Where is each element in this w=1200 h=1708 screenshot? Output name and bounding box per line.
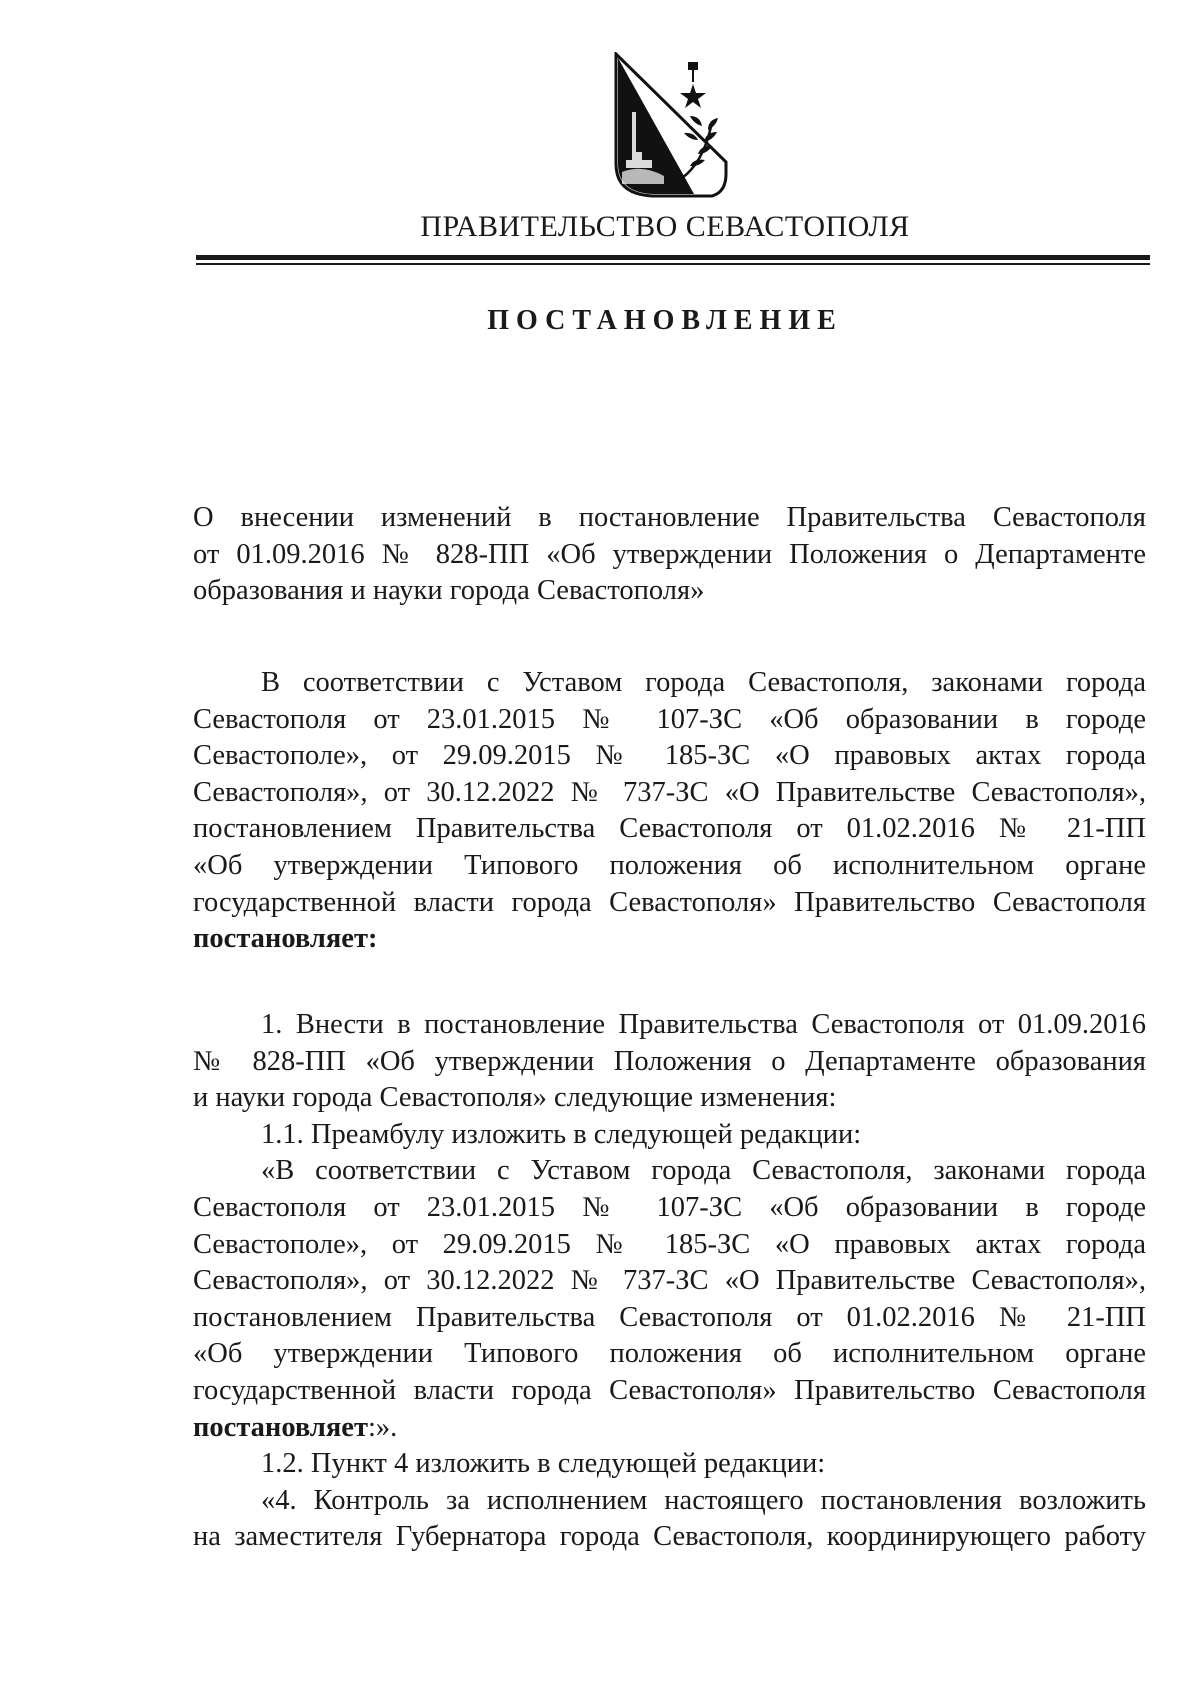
item-1-1: 1.1. Преамбулу изложить в следующей редакции: <box>261 1118 862 1150</box>
subject-line: О внесении изменений в постановление Правительства Севастополя <box>193 502 1146 533</box>
item-4-line: «4. Контроль за исполнением настоящего постановления возложить <box>261 1484 1146 1516</box>
subject-line: образования и науки города Севастополя» <box>193 575 705 607</box>
item-4-line: на заместителя Губернатора города Севастополя, координирующего работу <box>193 1521 1146 1553</box>
preamble-line: Севастополя», от 30.12.2022 № 737-ЗС «О Правительстве Севастополя», <box>193 776 1146 808</box>
preamble-line: государственной власти города Севастополя» Правительство Севастополя <box>193 886 1146 918</box>
quoted-resolves-tail: :». <box>367 1411 398 1443</box>
quoted-preamble-line: постановлением Правительства Севастополя от 01.02.2016 № 21-ПП <box>193 1301 1146 1333</box>
quoted-resolves <box>193 1410 1146 1447</box>
preamble-line: Севастополе», от 29.09.2015 № 185-ЗС «О правовых актах города <box>193 740 1146 772</box>
resolution-items <box>193 1007 1146 1556</box>
quoted-preamble-line: Севастополя», от 30.12.2022 № 737-ЗС «О Правительстве Севастополя», <box>193 1265 1146 1297</box>
quoted-preamble-line: Севастополе», от 29.09.2015 № 185-ЗС «О правовых актах города <box>193 1228 1146 1260</box>
header-rule-thick <box>196 255 1150 260</box>
subject-line: от 01.09.2016 № 828-ПП «Об утверждении Положения о Департаменте <box>193 538 1146 570</box>
preamble-resolves: постановляет: <box>193 923 378 955</box>
quoted-preamble-line: Севастополя от 23.01.2015 № 107-ЗС «Об образовании в городе <box>193 1191 1146 1223</box>
preamble-paragraph <box>193 665 1146 958</box>
quoted-preamble-line: государственной власти города Севастополя» Правительство Севастополя <box>193 1374 1146 1406</box>
quoted-preamble-line: «Об утверждении Типового положения об исполнительном органе <box>193 1338 1146 1370</box>
header-rule-thin <box>196 263 1150 265</box>
quoted-resolves-word: постановляет <box>193 1411 368 1443</box>
government-title: ПРАВИТЕЛЬСТВО СЕВАСТОПОЛЯ <box>420 210 910 243</box>
sevastopol-coat-of-arms-icon <box>612 52 730 202</box>
document-type-title: ПОСТАНОВЛЕНИЕ <box>487 305 843 336</box>
quoted-preamble-line: «В соответствии с Уставом города Севастополя, законами города <box>261 1155 1146 1187</box>
preamble-line: «Об утверждении Типового положения об исполнительном органе <box>193 849 1146 881</box>
item-1-line: № 828-ПП «Об утверждении Положения о Департаменте образования <box>193 1045 1146 1077</box>
item-1-line: 1. Внести в постановление Правительства Севастополя от 01.09.2016 <box>261 1009 1146 1040</box>
preamble-line: Севастополя от 23.01.2015 № 107-ЗС «Об образовании в городе <box>193 703 1146 735</box>
preamble-line: В соответствии с Уставом города Севастополя, законами города <box>261 667 1146 698</box>
item-1-line: и науки города Севастополя» следующие изменения: <box>193 1082 837 1114</box>
item-1-2: 1.2. Пункт 4 изложить в следующей редакции: <box>261 1448 826 1480</box>
preamble-line: постановлением Правительства Севастополя от 01.02.2016 № 21-ПП <box>193 813 1146 845</box>
resolution-subject <box>193 500 1146 610</box>
